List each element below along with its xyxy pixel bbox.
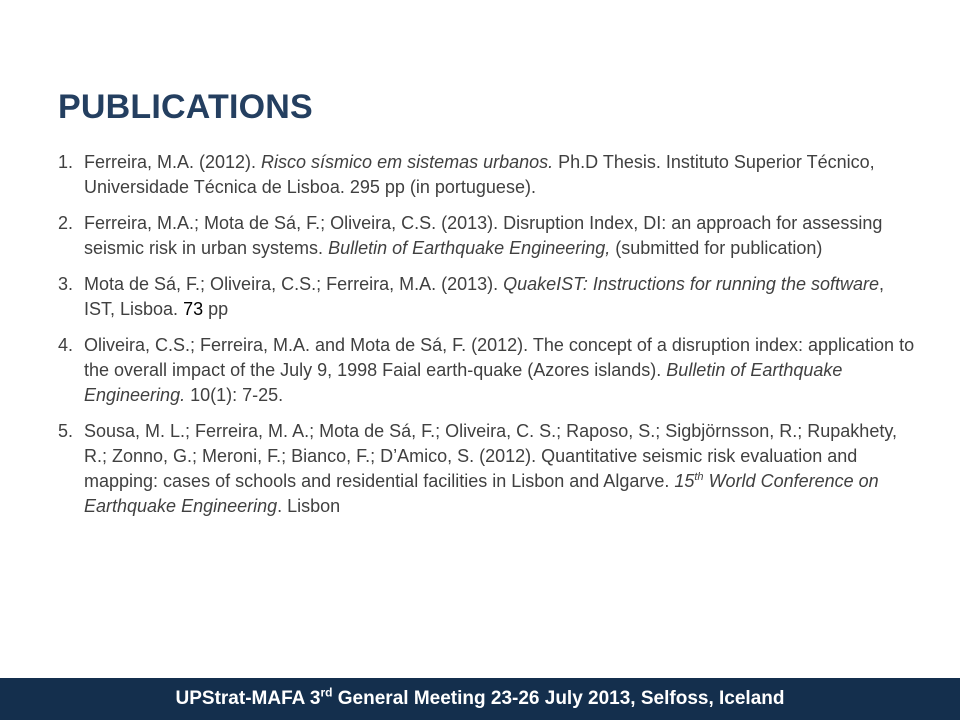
footer-ordinal: rd xyxy=(320,685,333,700)
footer-suffix: General Meeting 23-26 July 2013, Selfoss, Iceland xyxy=(332,688,785,709)
publication-title: QuakeIST: Instructions for running the software xyxy=(503,274,879,294)
conference-name: World Conference on Earthquake Engineering xyxy=(84,471,879,516)
footer-prefix: UPStrat-MAFA 3 xyxy=(175,688,321,709)
publication-authors: Ferreira, M.A.; Mota de Sá, F.; Oliveira, C.S. (2013). Disruption Index, DI: an approach for assessing seismic risk in urban systems. xyxy=(84,213,883,258)
publication-item-3 xyxy=(58,272,918,322)
publication-number: 4. xyxy=(58,335,74,355)
publication-authors: Mota de Sá, F.; Oliveira, C.S.; Ferreira, M.A. (2013). xyxy=(84,274,504,294)
publication-authors: Sousa, M. L.; Ferreira, M. A.; Mota de Sá, F.; Oliveira, C. S.; Raposo, S.; Sigbjörnsson, R.; Rupakhety, R.; Zonno, G.; Meroni, F.; Bianco, F.; D’Amico, S. (2012). Quantitative seismic risk evaluation and mapping: cases of schools and residential facilities in Lisbon and Algarve. xyxy=(84,421,897,491)
publication-title: Risco sísmico em sistemas urbanos. xyxy=(261,152,554,172)
publication-pages: 73 xyxy=(183,299,204,319)
footer-text xyxy=(175,685,785,710)
conference-number: 15 xyxy=(674,471,695,491)
publication-item-5 xyxy=(58,419,918,519)
publication-journal: Bulletin of Earthquake Engineering, xyxy=(328,238,611,258)
publication-details: , IST, Lisboa. xyxy=(84,274,885,319)
publication-pages-unit: pp xyxy=(203,299,229,319)
publication-number: 5. xyxy=(58,421,74,441)
publication-list xyxy=(58,150,918,530)
page-title: PUBLICATIONS xyxy=(58,88,313,126)
publication-item-2 xyxy=(58,211,918,261)
publication-details: Ph.D Thesis. Instituto Superior Técnico, Universidade Técnica de Lisboa. 295 pp (in portuguese). xyxy=(84,152,875,197)
publication-item-4 xyxy=(58,333,918,408)
publication-number: 2. xyxy=(58,213,74,233)
publication-item-1 xyxy=(58,150,918,200)
footer-bar xyxy=(0,678,960,720)
publication-number: 3. xyxy=(58,274,74,294)
publication-journal: Bulletin of Earthquake Engineering. xyxy=(84,360,843,405)
publication-authors: Oliveira, C.S.; Ferreira, M.A. and Mota de Sá, F. (2012). The concept of a disruption index: application to the overall impact of the July 9, 1998 Faial earth-quake (Azores islands). xyxy=(84,335,915,380)
publication-details: (submitted for publication) xyxy=(610,238,823,258)
publication-authors: Ferreira, M.A. (2012). xyxy=(84,152,262,172)
publication-details: 10(1): 7-25. xyxy=(185,385,284,405)
conference-ordinal: th xyxy=(694,471,704,483)
publication-number: 1. xyxy=(58,152,74,172)
publication-details: . Lisbon xyxy=(277,496,341,516)
